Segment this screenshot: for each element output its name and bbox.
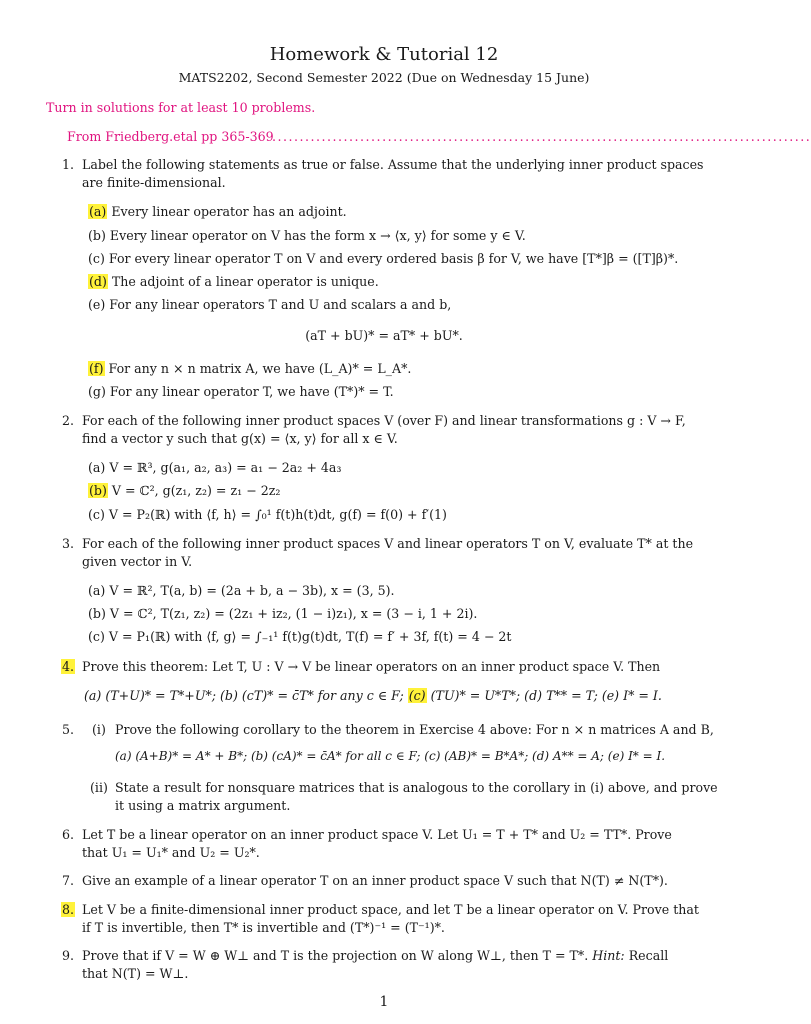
problem-1c-label: (c)	[88, 251, 105, 266]
problem-1b-label: (b)	[88, 228, 106, 243]
problem-6-text-line1: Let T be a linear operator on an inner product space V. Let U₁ = T + T* and U₂ = TT*. Prove	[82, 827, 672, 842]
problem-1g-label: (g)	[88, 384, 106, 399]
problem-2c-label: (c)	[88, 507, 105, 522]
problem-2a-text: V = ℝ³, g(a₁, a₂, a₃) = a₁ − 2a₂ + 4a₃	[109, 460, 342, 475]
problem-7-number: 7.	[62, 873, 75, 888]
problem-9-hint-text: Recall	[628, 948, 669, 963]
highlight-1d: (d)	[89, 274, 107, 289]
problem-1-number: 1.	[62, 157, 75, 172]
problem-2c	[88, 507, 447, 522]
problem-3a	[88, 583, 395, 598]
highlight-8: 8.	[62, 902, 75, 917]
instruction-text: Turn in solutions for at least 10 problems.	[46, 100, 316, 115]
problem-9-text-line2: that N(T) = W⊥.	[82, 966, 189, 981]
problem-2-text-line1: For each of the following inner product spaces V (over F) and linear transformations g : V → F,	[82, 413, 686, 428]
problem-1e-label: (e)	[88, 297, 106, 312]
problem-3c-label: (c)	[88, 629, 105, 644]
problem-2a-label: (a)	[88, 460, 106, 475]
page-subtitle: MATS2202, Second Semester 2022 (Due on Wednesday 15 June)	[178, 70, 590, 85]
source-line: From Friedberg.etal pp 365-369	[67, 129, 274, 144]
dotted-leader: ..................................................................................................	[272, 129, 811, 144]
problem-4-equations	[84, 688, 662, 703]
highlight-1a: (a)	[89, 204, 107, 219]
problem-3-text-line1: For each of the following inner product spaces V and linear operators T on V, evaluate T* at the	[82, 536, 694, 551]
problem-3a-text: V = ℝ², T(a, b) = (2a + b, a − 3b), x = (3, 5).	[109, 583, 395, 598]
problem-1f	[88, 361, 411, 376]
problem-1-text-line1: Label the following statements as true or false. Assume that the underlying inner product spaces	[82, 157, 704, 172]
problem-1c-text: For every linear operator T on V and every ordered basis β for V, we have [T*]β = ([T]β)*.	[108, 251, 679, 266]
problem-5-i-label: (i)	[92, 722, 106, 737]
problem-4-text-line1: Prove this theorem: Let T, U : V → V be linear operators on an inner product space V. Then	[82, 659, 661, 674]
problem-6-number: 6.	[62, 827, 75, 842]
problem-9-number: 9.	[62, 948, 75, 963]
problem-8-number	[61, 902, 75, 917]
page-number: 1	[379, 994, 389, 1010]
highlight-2b: (b)	[89, 483, 107, 498]
problem-2-text-line2: find a vector y such that g(x) = ⟨x, y⟩ for all x ∈ V.	[82, 431, 398, 446]
highlight-4c: (c)	[408, 688, 426, 703]
problem-4-eq-rest: (TU)* = U*T*; (d) T** = T; (e) I* = I.	[430, 688, 662, 703]
problem-5-ii-label: (ii)	[90, 780, 108, 795]
problem-1a-text: Every linear operator has an adjoint.	[111, 204, 347, 219]
problem-4-number	[61, 659, 75, 674]
problem-2b-text: V = ℂ², g(z₁, z₂) = z₁ − 2z₂	[111, 483, 281, 498]
problem-3c	[88, 629, 511, 644]
problem-3-number: 3.	[62, 536, 75, 551]
problem-2b	[88, 483, 280, 498]
problem-3b	[88, 606, 477, 621]
problem-1c	[88, 251, 678, 266]
problem-5-i-text: Prove the following corollary to the theorem in Exercise 4 above: For n × n matrices A and B,	[115, 722, 714, 737]
problem-4-eq-ab: (a) (T+U)* = T*+U*; (b) (cT)* = c̄T* for any c ∈ F;	[84, 688, 404, 703]
problem-3b-text: V = ℂ², T(z₁, z₂) = (2z₁ + iz₂, (1 − i)z₁), x = (3 − i, 1 + 2i).	[109, 606, 478, 621]
problem-2c-text: V = P₂(ℝ) with ⟨f, h⟩ = ∫₀¹ f(t)h(t)dt, g(f) = f(0) + f′(1)	[108, 507, 447, 522]
problem-1-text-line2: are finite-dimensional.	[82, 175, 226, 190]
problem-3b-label: (b)	[88, 606, 106, 621]
problem-5-i-equations: (a) (A+B)* = A* + B*; (b) (cA)* = c̄A* for all c ∈ F; (c) (AB)* = B*A*; (d) A** = A; (e) I* = I.	[115, 749, 666, 763]
problem-3c-text: V = P₁(ℝ) with ⟨f, g⟩ = ∫₋₁¹ f(t)g(t)dt, T(f) = f′ + 3f, f(t) = 4 − 2t	[108, 629, 512, 644]
problem-7-text: Give an example of a linear operator T on an inner product space V such that N(T) ≠ N(T*).	[82, 873, 668, 888]
problem-3a-label: (a)	[88, 583, 106, 598]
problem-1b-text: Every linear operator on V has the form x → ⟨x, y⟩ for some y ∈ V.	[109, 228, 526, 243]
problem-1g	[88, 384, 394, 399]
problem-3-text-line2: given vector in V.	[82, 554, 193, 569]
problem-6-text-line2: that U₁ = U₁* and U₂ = U₂*.	[82, 845, 260, 860]
problem-5-ii-text-line2: it using a matrix argument.	[115, 798, 291, 813]
problem-9-text-line1	[82, 948, 668, 963]
problem-8-text-line2: if T is invertible, then T* is invertible and (T*)⁻¹ = (T⁻¹)*.	[82, 920, 445, 935]
problem-1f-text: For any n × n matrix A, we have (L_A)* = L_A*.	[108, 361, 412, 376]
problem-9-text: Prove that if V = W ⊕ W⊥ and T is the projection on W along W⊥, then T = T*.	[82, 948, 589, 963]
page-title: Homework & Tutorial 12	[269, 44, 499, 65]
problem-1d	[88, 274, 379, 289]
problem-9-hint-label: Hint:	[592, 948, 625, 963]
problem-2a	[88, 460, 341, 475]
problem-1e-text: For any linear operators T and U and scalars a and b,	[109, 297, 452, 312]
highlight-4: 4.	[62, 659, 75, 674]
problem-1e	[88, 297, 451, 312]
problem-5-ii-text-line1: State a result for nonsquare matrices that is analogous to the corollary in (i) above, and prove	[115, 780, 718, 795]
problem-1a	[88, 204, 347, 219]
problem-2-number: 2.	[62, 413, 75, 428]
highlight-1f: (f)	[89, 361, 104, 376]
problem-1g-text: For any linear operator T, we have (T*)* = T.	[109, 384, 394, 399]
problem-1b	[88, 228, 526, 243]
problem-1d-text: The adjoint of a linear operator is unique.	[111, 274, 379, 289]
problem-1e-equation: (aT + bU)* = aT* + bU*.	[305, 328, 463, 343]
problem-8-text-line1: Let V be a finite-dimensional inner product space, and let T be a linear operator on V. Prove that	[82, 902, 699, 917]
problem-5-number: 5.	[62, 722, 75, 737]
